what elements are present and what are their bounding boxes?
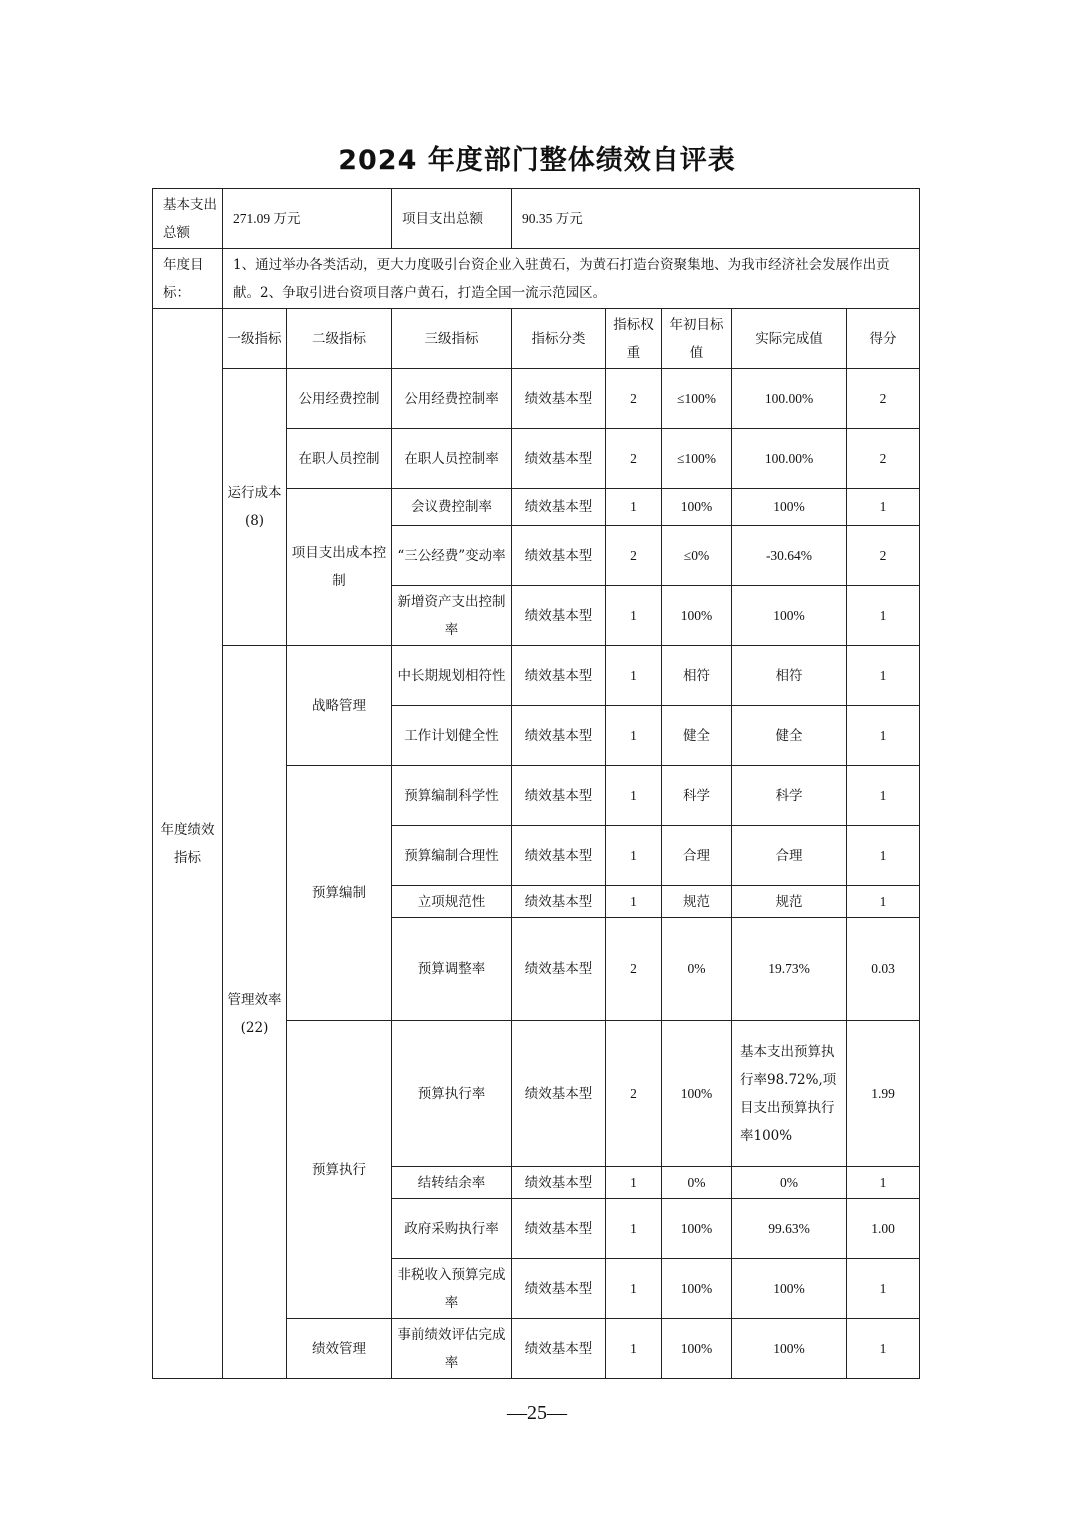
indicator-weight: 1 (606, 1167, 662, 1199)
page-number: —25— (507, 1402, 567, 1424)
indicator-name: 预算调整率 (392, 918, 512, 1021)
indicator-type: 绩效基本型 (512, 429, 606, 489)
indicator-weight: 1 (606, 586, 662, 646)
indicator-actual: 100% (732, 586, 847, 646)
indicator-score: 1 (847, 766, 920, 826)
indicator-weight: 1 (606, 886, 662, 918)
indicator-type: 绩效基本型 (512, 489, 606, 526)
indicator-target: 规范 (662, 886, 732, 918)
indicator-actual: 99.63% (732, 1199, 847, 1259)
indicator-actual: 合理 (732, 826, 847, 886)
indicator-type: 绩效基本型 (512, 886, 606, 918)
indicator-score: 1 (847, 706, 920, 766)
indicator-score: 2 (847, 526, 920, 586)
indicator-type: 绩效基本型 (512, 586, 606, 646)
indicator-score: 1.00 (847, 1199, 920, 1259)
indicator-target: 100% (662, 1199, 732, 1259)
indicator-target: ≤0% (662, 526, 732, 586)
header-actual: 实际完成值 (732, 309, 847, 369)
indicator-name: 事前绩效评估完成率 (392, 1319, 512, 1379)
indicator-target: 相符 (662, 646, 732, 706)
indicator-weight: 1 (606, 1319, 662, 1379)
annual-goals-text: 1、通过举办各类活动，更大力度吸引台资企业入驻黄石，为黄石打造台资聚集地、为我市经济社会发展作出贡献。2、争取引进台资项目落户黄石，打造全国一流示范园区。 (223, 249, 920, 309)
indicator-score: 1 (847, 886, 920, 918)
project-expenditure-label: 项目支出总额 (392, 189, 512, 249)
level2-performance-management: 绩效管理 (287, 1319, 392, 1379)
indicator-target: 100% (662, 1319, 732, 1379)
indicator-actual: 100% (732, 1259, 847, 1319)
header-score: 得分 (847, 309, 920, 369)
table-row (153, 369, 920, 429)
indicator-type: 绩效基本型 (512, 918, 606, 1021)
header-weight: 指标权重 (606, 309, 662, 369)
indicator-type: 绩效基本型 (512, 369, 606, 429)
indicator-target: 100% (662, 489, 732, 526)
annual-goals-label: 年度目标： (153, 249, 223, 309)
level1-operating-cost: 运行成本(8) (223, 369, 287, 646)
indicator-name: 会议费控制率 (392, 489, 512, 526)
indicator-type: 绩效基本型 (512, 646, 606, 706)
indicator-weight: 2 (606, 918, 662, 1021)
indicator-name: 政府采购执行率 (392, 1199, 512, 1259)
level2-public-expense: 公用经费控制 (287, 369, 392, 429)
indicator-header-row (153, 309, 920, 369)
basic-expenditure-label: 基本支出总额 (153, 189, 223, 249)
indicator-weight: 1 (606, 706, 662, 766)
indicator-actual: -30.64% (732, 526, 847, 586)
indicator-weight: 1 (606, 1259, 662, 1319)
indicator-target: 0% (662, 918, 732, 1021)
header-level1: 一级指标 (223, 309, 287, 369)
basic-expenditure-value: 271.09 万元 (223, 189, 392, 249)
indicator-type: 绩效基本型 (512, 1319, 606, 1379)
level2-budget-execution: 预算执行 (287, 1021, 392, 1319)
indicator-target: ≤100% (662, 429, 732, 489)
indicator-weight: 1 (606, 826, 662, 886)
indicator-score: 1 (847, 489, 920, 526)
indicator-type: 绩效基本型 (512, 826, 606, 886)
level2-budget-preparation: 预算编制 (287, 766, 392, 1021)
page-title: 2024 年度部门整体绩效自评表 (338, 145, 736, 176)
indicator-actual: 0% (732, 1167, 847, 1199)
project-expenditure-value: 90.35 万元 (512, 189, 920, 249)
indicator-name: 工作计划健全性 (392, 706, 512, 766)
indicator-target: 100% (662, 1021, 732, 1167)
indicator-actual: 健全 (732, 706, 847, 766)
indicator-target: 科学 (662, 766, 732, 826)
indicator-name: 新增资产支出控制率 (392, 586, 512, 646)
indicator-name: 立项规范性 (392, 886, 512, 918)
table-row (153, 646, 920, 706)
indicator-actual: 相符 (732, 646, 847, 706)
indicator-type: 绩效基本型 (512, 1167, 606, 1199)
indicator-actual: 科学 (732, 766, 847, 826)
header-level3: 三级指标 (392, 309, 512, 369)
indicator-score: 1 (847, 586, 920, 646)
indicator-name: 中长期规划相符性 (392, 646, 512, 706)
indicator-actual: 基本支出预算执行率98.72%,项目支出预算执行率100% (732, 1021, 847, 1167)
indicator-actual: 100% (732, 489, 847, 526)
indicator-target: 100% (662, 1259, 732, 1319)
indicator-target: 0% (662, 1167, 732, 1199)
header-type: 指标分类 (512, 309, 606, 369)
indicator-name: 非税收入预算完成率 (392, 1259, 512, 1319)
level2-staff-control: 在职人员控制 (287, 429, 392, 489)
indicator-score: 1.99 (847, 1021, 920, 1167)
indicator-target: ≤100% (662, 369, 732, 429)
indicator-weight: 1 (606, 489, 662, 526)
indicator-name: 结转结余率 (392, 1167, 512, 1199)
performance-table (152, 188, 920, 1379)
basic-expenditure-row (153, 189, 920, 249)
indicator-target: 合理 (662, 826, 732, 886)
indicator-actual: 100.00% (732, 429, 847, 489)
indicator-weight: 1 (606, 766, 662, 826)
indicator-name: 预算编制科学性 (392, 766, 512, 826)
indicator-type: 绩效基本型 (512, 766, 606, 826)
indicator-weight: 2 (606, 1021, 662, 1167)
level2-strategy-management: 战略管理 (287, 646, 392, 766)
header-level2: 二级指标 (287, 309, 392, 369)
indicator-actual: 规范 (732, 886, 847, 918)
indicator-score: 1 (847, 826, 920, 886)
indicator-type: 绩效基本型 (512, 1259, 606, 1319)
indicator-weight: 1 (606, 646, 662, 706)
indicator-type: 绩效基本型 (512, 1199, 606, 1259)
indicator-name: 公用经费控制率 (392, 369, 512, 429)
indicator-target: 健全 (662, 706, 732, 766)
indicator-target: 100% (662, 586, 732, 646)
level2-project-cost-control: 项目支出成本控制 (287, 489, 392, 646)
indicator-type: 绩效基本型 (512, 1021, 606, 1167)
indicator-name: 在职人员控制率 (392, 429, 512, 489)
indicator-type: 绩效基本型 (512, 706, 606, 766)
indicator-actual: 19.73% (732, 918, 847, 1021)
indicator-actual: 100.00% (732, 369, 847, 429)
indicator-score: 1 (847, 1167, 920, 1199)
annual-goals-row (153, 249, 920, 309)
indicator-name: 预算执行率 (392, 1021, 512, 1167)
level1-management-efficiency: 管理效率(22) (223, 646, 287, 1379)
indicator-type: 绩效基本型 (512, 526, 606, 586)
indicator-score: 2 (847, 429, 920, 489)
section-label-annual-indicators: 年度绩效指标 (153, 309, 223, 1379)
indicator-name: 预算编制合理性 (392, 826, 512, 886)
indicator-actual: 100% (732, 1319, 847, 1379)
indicator-weight: 2 (606, 369, 662, 429)
indicator-score: 0.03 (847, 918, 920, 1021)
indicator-name: “三公经费”变动率 (392, 526, 512, 586)
indicator-score: 2 (847, 369, 920, 429)
indicator-score: 1 (847, 646, 920, 706)
indicator-score: 1 (847, 1319, 920, 1379)
indicator-weight: 2 (606, 429, 662, 489)
indicator-weight: 1 (606, 1199, 662, 1259)
header-target: 年初目标值 (662, 309, 732, 369)
indicator-score: 1 (847, 1259, 920, 1319)
indicator-weight: 2 (606, 526, 662, 586)
